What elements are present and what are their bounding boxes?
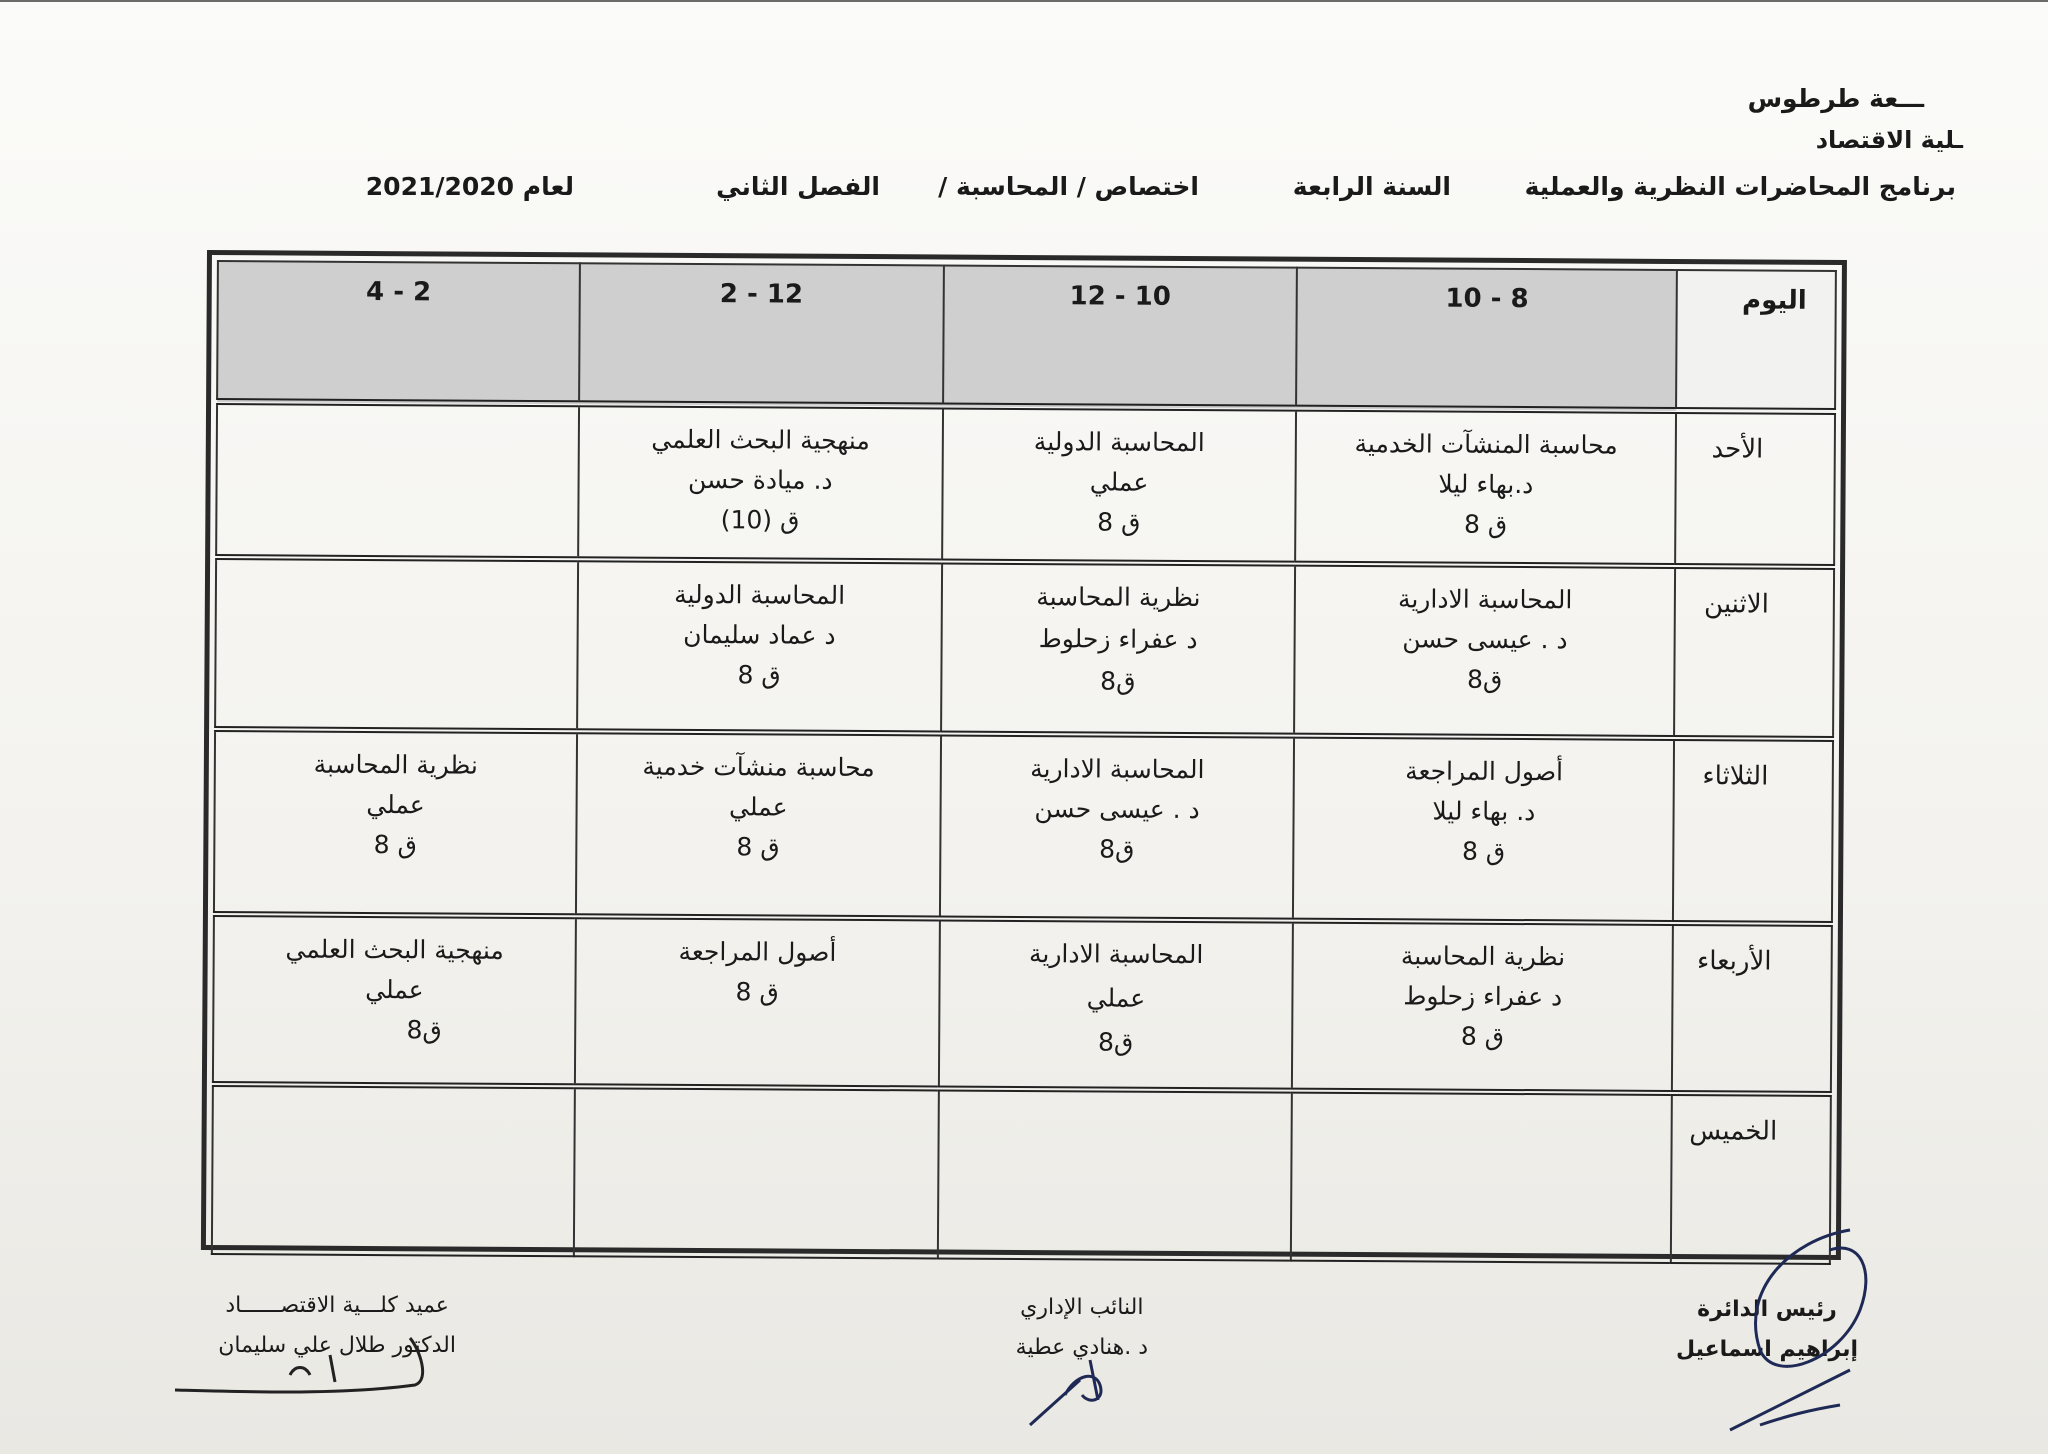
time-slot-header: 10 - 12 — [943, 265, 1298, 408]
timetable-header-row — [217, 261, 1836, 411]
time-slot-header: 2 - 4 — [217, 261, 580, 404]
schedule-cell — [213, 914, 576, 1086]
session-type: عملي — [366, 789, 425, 819]
university-name: ـــعة طرطوس — [1747, 84, 1924, 113]
study-year: السنة الرابعة — [1292, 172, 1451, 201]
room: ق 8 — [1463, 509, 1508, 539]
instructor: د. بهاء ليلا — [1432, 795, 1536, 826]
session-type: عملي — [365, 974, 424, 1004]
room: ق 8 — [1097, 507, 1141, 537]
schedule-cell — [1295, 408, 1676, 565]
course-name: منهجية البحث العلمي — [285, 933, 504, 965]
schedule-cell-empty — [1291, 1090, 1672, 1262]
schedule-cell-empty — [574, 1086, 939, 1258]
instructor: د . عيسى حسن — [1402, 623, 1568, 654]
schedule-cell — [214, 729, 577, 916]
table-row — [216, 402, 1835, 567]
room: ق (10) — [720, 505, 800, 535]
signatory-title: النائب الإداري — [1020, 1295, 1144, 1320]
instructor: د . عيسى حسن — [1034, 793, 1200, 824]
signatory-name: إبراهيم اسماعيل — [1675, 1337, 1858, 1362]
schedule-cell-empty — [216, 402, 579, 559]
course-name: المحاسبة الادارية — [1028, 938, 1204, 969]
schedule-cell — [942, 406, 1297, 563]
program-title: برنامج المحاضرات النظرية والعملية — [1524, 172, 1956, 201]
day-label: الأحد — [1675, 410, 1835, 566]
academic-year: لعام 2021/2020 — [365, 172, 574, 201]
course-name: نظرية المحاسبة — [1036, 581, 1201, 612]
schedule-cell-empty — [215, 557, 578, 731]
room: ق8 — [1097, 1026, 1134, 1057]
course-name: نظرية المحاسبة — [1400, 940, 1566, 971]
timetable-frame — [201, 250, 1847, 1260]
signatory-title: رئيس الدائرة — [1697, 1297, 1837, 1322]
timetable — [211, 260, 1837, 1264]
signatory-name: الدكتور طلال علي سليمان — [218, 1333, 456, 1358]
room: ق8 — [1466, 664, 1503, 694]
time-slot-header: 12 - 2 — [579, 263, 944, 406]
instructor: د عماد سليمان — [683, 619, 836, 650]
room: ق 8 — [736, 831, 780, 862]
instructor: د. ميادة حسن — [687, 464, 833, 495]
room: ق8 — [1100, 665, 1136, 696]
schedule-cell — [941, 561, 1296, 735]
schedule-cell — [1292, 920, 1673, 1092]
day-label: الأربعاء — [1672, 922, 1832, 1093]
course-name: أصول المراجعة — [678, 936, 837, 967]
course-name: نظرية المحاسبة — [313, 749, 478, 780]
day-label: الثلاثاء — [1673, 737, 1833, 923]
room: ق 8 — [373, 829, 417, 859]
day-column-header: اليوم — [1676, 270, 1836, 411]
session-type: عملي — [1089, 467, 1149, 497]
table-row — [214, 729, 1833, 924]
handwritten-signature-middle — [1020, 1355, 1130, 1435]
schedule-cell — [1294, 563, 1675, 737]
instructor: د عفراء زحلوط — [1403, 980, 1563, 1011]
room: ق 8 — [737, 659, 781, 690]
scan-edge — [0, 0, 2048, 2]
handwritten-signature-right — [1700, 1210, 1900, 1450]
signatory-title: عميد كلـــية الاقتصــــــاد — [225, 1293, 449, 1318]
course-name: المحاسبة الادارية — [1397, 583, 1573, 614]
room: ق 8 — [1461, 836, 1506, 866]
session-type: عملي — [1086, 982, 1146, 1013]
room: ق8 — [406, 1014, 442, 1044]
schedule-cell — [940, 733, 1295, 920]
specialization: اختصاص / المحاسبة / — [938, 172, 1199, 201]
schedule-cell — [576, 731, 941, 918]
semester: الفصل الثاني — [716, 172, 880, 201]
room: ق 8 — [1460, 1021, 1505, 1051]
table-row — [215, 557, 1834, 739]
day-label: الاثنين — [1674, 565, 1834, 738]
room: ق 8 — [735, 976, 779, 1007]
session-type: عملي — [728, 791, 788, 822]
table-row — [213, 914, 1832, 1094]
course-name: المحاسبة الادارية — [1030, 753, 1205, 784]
course-name: المحاسبة الدولية — [1033, 427, 1205, 458]
schedule-cell — [578, 404, 943, 561]
table-row — [212, 1084, 1831, 1264]
schedule-cell-empty — [937, 1088, 1292, 1260]
signatory-name: د .هنادي عطية — [1015, 1335, 1148, 1360]
course-name: المحاسبة الدولية — [674, 579, 846, 610]
instructor: د.بهاء ليلا — [1438, 469, 1534, 500]
schedule-cell — [577, 559, 942, 733]
course-name: محاسبة منشآت خدمية — [642, 751, 875, 782]
time-slot-header: 8 - 10 — [1296, 268, 1677, 411]
room: ق8 — [1099, 833, 1135, 864]
day-label: الخميس — [1671, 1092, 1831, 1263]
course-name: منهجية البحث العلمي — [651, 424, 870, 456]
course-name: أصول المراجعة — [1405, 755, 1564, 786]
schedule-cell — [575, 916, 940, 1088]
handwritten-signature-left — [170, 1330, 430, 1405]
schedule-cell — [939, 918, 1294, 1090]
schedule-cell-empty — [212, 1084, 575, 1256]
course-name: محاسبة المنشآت الخدمية — [1354, 429, 1618, 460]
instructor: د عفراء زحلوط — [1038, 623, 1198, 654]
faculty-name: ـلية الاقتصاد — [1815, 126, 1963, 154]
schedule-cell — [1293, 735, 1674, 922]
